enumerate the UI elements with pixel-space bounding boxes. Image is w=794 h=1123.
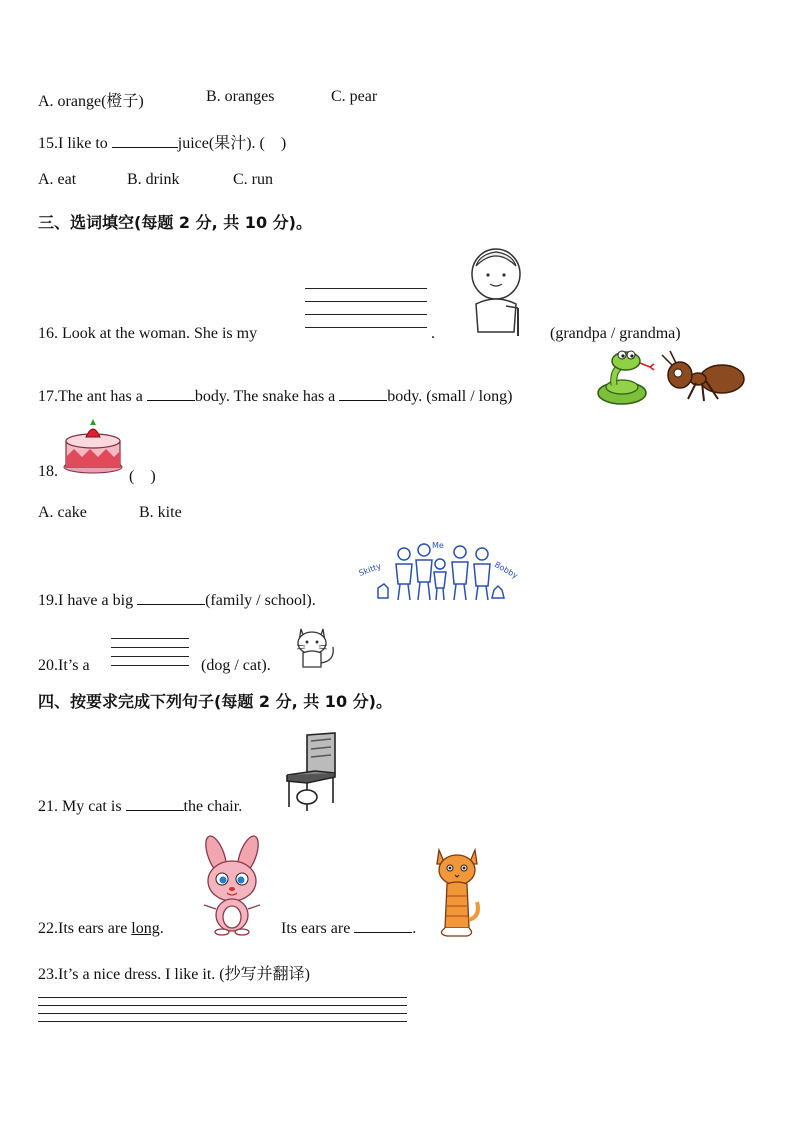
q19-question (38, 592, 316, 610)
q19-blank[interactable] (137, 604, 205, 605)
q16-writing-lines[interactable] (305, 288, 427, 330)
section-3-heading: 三、选词填空(每题 2 分, 共 10 分)。 (38, 213, 312, 232)
q17-blank-1[interactable] (147, 400, 195, 401)
q14-option-c: C. pear (331, 88, 378, 105)
q15-question (38, 130, 286, 153)
tabby-cat-icon (433, 846, 481, 938)
cake-icon (62, 417, 124, 475)
grandma-icon (462, 244, 530, 339)
cat-icon (293, 621, 339, 669)
q15-option-b: B. drink (127, 171, 180, 188)
q19-suffix: (family / school). (205, 592, 316, 609)
q20-suffix: (dog / cat). (201, 657, 271, 674)
q23-question: 23.It’s a nice dress. I like it. (抄写并翻译) (38, 966, 310, 983)
family-label-right: Bobby (493, 559, 520, 581)
q19-prefix: 19.I have a big (38, 592, 134, 609)
ant-icon (658, 355, 748, 403)
q22-blank[interactable] (354, 932, 412, 933)
family-icon (358, 540, 520, 606)
q21-suffix: the chair. (183, 798, 243, 815)
q17-question (38, 388, 512, 406)
q18-number: 18. (38, 463, 58, 480)
q22-prefix: 22.Its ears are (38, 920, 128, 937)
q20-writing-lines[interactable] (111, 638, 189, 666)
q22-end: . (412, 920, 417, 937)
q21-blank[interactable] (126, 810, 184, 811)
q20-prefix: 20.It’s a (38, 657, 90, 674)
q22-question (38, 920, 164, 938)
q18-option-a: A. cake (38, 504, 87, 521)
q21-question (38, 798, 242, 816)
family-label-left: Skitty (357, 561, 383, 578)
section-4-heading: 四、按要求完成下列句子(每题 2 分, 共 10 分)。 (38, 692, 392, 711)
q16-question: 16. Look at the woman. She is my (38, 325, 258, 342)
q22-second (281, 920, 416, 938)
q17-blank-2[interactable] (339, 400, 387, 401)
q16-choices: (grandpa / grandma) (550, 325, 681, 342)
q15-option-a: A. eat (38, 171, 77, 188)
q22-dot: . (159, 920, 164, 937)
q15-option-c: C. run (233, 171, 273, 188)
snake-icon (594, 347, 654, 407)
q17-part1: 17.The ant has a (38, 388, 143, 405)
rabbit-icon (192, 835, 272, 935)
q22-underlined-word: long (131, 920, 160, 937)
q14-option-a: A. orange(橙子) (38, 93, 144, 110)
q14-option-b: B. oranges (206, 88, 275, 105)
q16-dot: . (431, 325, 435, 342)
q17-part2: body. The snake has a (194, 388, 336, 405)
chair-icon (283, 731, 341, 813)
q23-writing-lines[interactable] (38, 997, 407, 1023)
q15-prefix: 15.I like to (38, 135, 108, 152)
q17-part3: body. (small / long) (387, 388, 513, 405)
family-label-middle: Me (432, 541, 444, 550)
q22-second-prefix: Its ears are (281, 920, 351, 937)
q15-suffix: juice(果汁). ( ) (177, 135, 287, 152)
q15-blank[interactable] (112, 147, 178, 148)
q21-prefix: 21. My cat is (38, 798, 122, 815)
q18-paren[interactable]: ( ) (129, 468, 156, 485)
q18-option-b: B. kite (139, 504, 182, 521)
